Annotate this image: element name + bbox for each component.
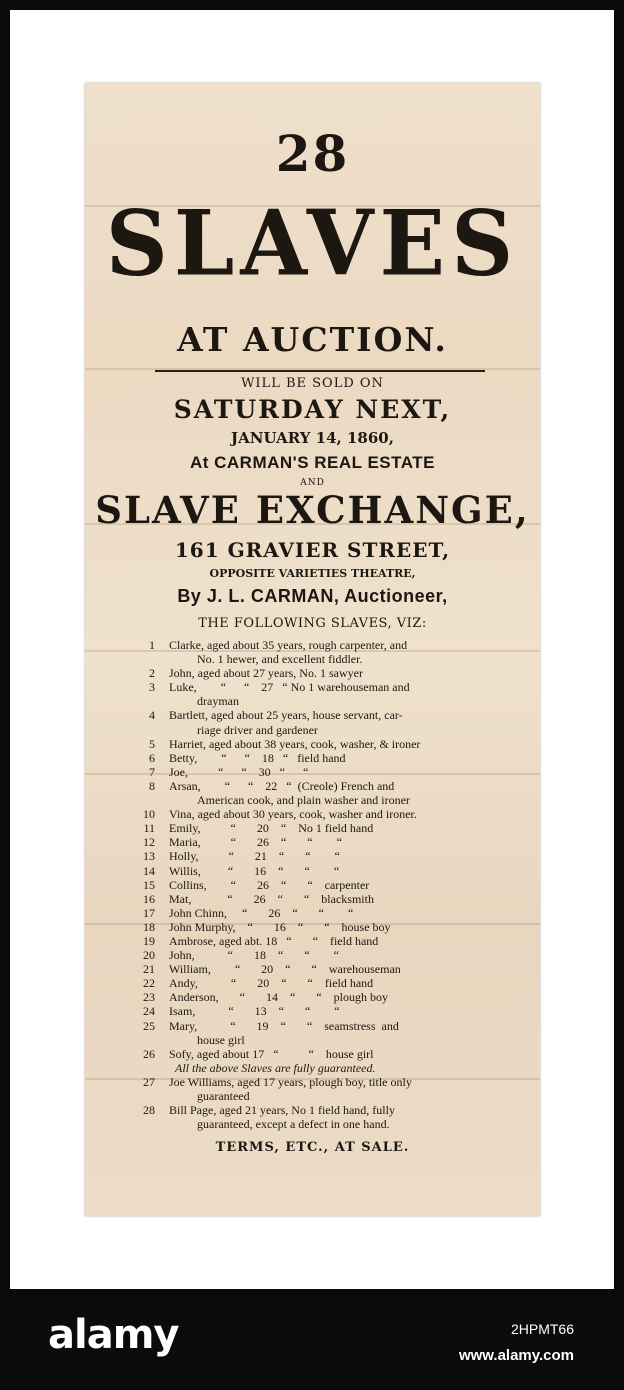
list-item-continuation: riage driver and gardener — [197, 722, 318, 737]
poster-number: 28 — [275, 124, 350, 183]
poster-subheadline: AT AUCTION. — [177, 320, 448, 359]
list-item — [127, 934, 487, 948]
list-item-number: 2 — [149, 666, 155, 681]
list-item-text — [169, 751, 487, 765]
list-item-line: Joe Williams, aged 17 years, plough boy, title only — [169, 1074, 412, 1089]
list-item-text — [169, 906, 487, 920]
list-item — [127, 849, 487, 863]
watermark-url: www.alamy.com — [458, 1347, 574, 1364]
list-item — [127, 1103, 487, 1131]
list-item — [127, 1075, 487, 1103]
list-item-text — [169, 638, 487, 666]
list-item-line: Betty, “ “ 18 “ field hand — [169, 750, 346, 765]
list-item — [127, 878, 487, 892]
list-item-line: Ambrose, aged abt. 18 “ “ field hand — [169, 933, 379, 948]
guarantee-note: All the above Slaves are fully guaranteed. — [175, 1060, 376, 1075]
list-item-line: John Chinn, “ 26 “ “ “ — [169, 905, 354, 920]
list-item-text — [169, 737, 487, 751]
list-item — [127, 835, 487, 849]
list-item — [127, 1004, 487, 1018]
list-item-text — [169, 892, 487, 906]
list-item-line: Andy, “ 20 “ “ field hand — [169, 976, 374, 991]
list-item-line: Willis, “ 16 “ “ “ — [169, 863, 340, 878]
list-item — [127, 892, 487, 906]
list-item-text — [169, 1075, 487, 1103]
list-item-line: Mat, “ 26 “ “ blacksmith — [169, 891, 374, 906]
list-item-number: 28 — [143, 1103, 155, 1118]
list-item-line: Vina, aged about 30 years, cook, washer and ironer. — [169, 807, 417, 822]
list-item-text — [169, 680, 487, 708]
list-item-number: 12 — [143, 835, 155, 850]
list-item-continuation: guaranteed, except a defect in one hand. — [197, 1117, 390, 1132]
list-item-number: 20 — [143, 948, 155, 963]
list-item-number: 22 — [143, 976, 155, 991]
list-item-line: Joe, “ “ 30 “ “ — [169, 764, 309, 779]
list-item-text — [169, 765, 487, 779]
list-item — [127, 666, 487, 680]
list-item-line: Collins, “ 26 “ “ carpenter — [169, 877, 370, 892]
list-item — [127, 976, 487, 990]
slave-list — [127, 638, 487, 1131]
sale-date: JANUARY 14, 1860, — [231, 429, 394, 447]
list-item-number: 5 — [149, 736, 155, 751]
list-item-text — [169, 864, 487, 878]
list-item — [127, 807, 487, 821]
list-item-line: Clarke, aged about 35 years, rough carpenter, and — [169, 638, 408, 652]
list-item-continuation: house girl — [197, 1032, 245, 1047]
list-item — [127, 779, 487, 807]
list-item-line: Emily, “ 20 “ No 1 field hand — [169, 821, 374, 836]
divider — [155, 370, 485, 372]
list-item-number: 14 — [143, 863, 155, 878]
auction-poster — [85, 83, 540, 1216]
list-item — [127, 680, 487, 708]
list-heading: THE FOLLOWING SLAVES, VIZ: — [198, 616, 427, 631]
list-item-number: 21 — [143, 962, 155, 977]
list-item-number: 26 — [143, 1046, 155, 1061]
list-item-line: Arsan, “ “ 22 “ (Creole) French and — [169, 778, 395, 793]
list-item-number: 18 — [143, 919, 155, 934]
auctioneer: By J. L. CARMAN, Auctioneer, — [177, 586, 448, 606]
list-item-number: 15 — [143, 877, 155, 892]
list-item-line: Harriet, aged about 38 years, cook, washer, & ironer — [169, 736, 421, 751]
list-item-line: Bartlett, aged about 25 years, house servant, car- — [169, 708, 403, 723]
list-item — [127, 708, 487, 736]
list-item-number: 8 — [149, 778, 155, 793]
list-item-text — [169, 934, 487, 948]
list-item-text — [169, 962, 487, 976]
list-item-line: Holly, “ 21 “ “ “ — [169, 849, 340, 864]
watermark-image-id: 2HPMT66 — [510, 1321, 574, 1337]
list-item-number: 3 — [149, 680, 155, 695]
list-item-text — [169, 990, 487, 1004]
list-item — [127, 821, 487, 835]
list-item-continuation: drayman — [197, 694, 239, 709]
list-item — [127, 1047, 487, 1061]
list-item-number: 6 — [149, 750, 155, 765]
list-item-line: Isam, “ 13 “ “ “ — [169, 1004, 340, 1019]
list-item-text — [169, 708, 487, 736]
list-item — [127, 751, 487, 765]
list-item — [127, 638, 487, 666]
list-item-text — [169, 1004, 487, 1018]
list-item — [127, 765, 487, 779]
list-item — [127, 737, 487, 751]
list-item-text — [169, 920, 487, 934]
list-item-number: 19 — [143, 933, 155, 948]
list-item-line: Bill Page, aged 21 years, No 1 field hand, fully — [169, 1103, 395, 1118]
list-item-number: 11 — [143, 821, 155, 836]
list-item-text — [169, 779, 487, 807]
terms: TERMS, ETC., AT SALE. — [215, 1140, 410, 1155]
list-item-text — [169, 849, 487, 863]
sale-and: AND — [300, 478, 325, 488]
list-item — [127, 962, 487, 976]
list-item-text — [169, 1103, 487, 1131]
list-item — [127, 920, 487, 934]
list-item-line: John, aged about 27 years, No. 1 sawyer — [169, 666, 363, 681]
sale-day: SATURDAY NEXT, — [173, 395, 452, 424]
sale-address: 161 GRAVIER STREET, — [174, 538, 451, 562]
sale-exchange: SLAVE EXCHANGE, — [95, 488, 530, 532]
sale-venue: At CARMAN'S REAL ESTATE — [189, 453, 436, 472]
sale-landmark: OPPOSITE VARIETIES THEATRE, — [209, 567, 416, 580]
list-item-continuation: guaranteed — [197, 1089, 250, 1103]
list-item-line: Luke, “ “ 27 “ No 1 warehouseman and — [169, 680, 410, 695]
poster-headline: SLAVES — [105, 190, 520, 297]
list-item-line: William, “ 20 “ “ warehouseman — [169, 962, 401, 977]
list-item-text — [169, 835, 487, 849]
list-item-text — [169, 807, 487, 821]
list-item-number: 17 — [143, 905, 155, 920]
list-item-text — [169, 1019, 487, 1047]
list-item-text — [169, 821, 487, 835]
list-item-text — [169, 948, 487, 962]
list-item-line: John Murphy, “ 16 “ “ house boy — [169, 919, 391, 934]
list-item-text — [169, 878, 487, 892]
list-item — [127, 906, 487, 920]
list-item-number: 16 — [143, 891, 155, 906]
list-item-continuation: No. 1 hewer, and excellent fiddler. — [197, 652, 363, 667]
list-item-line: Maria, “ 26 “ “ “ — [169, 835, 342, 850]
list-item-continuation: American cook, and plain washer and ironer — [197, 793, 410, 808]
list-item-number: 10 — [143, 807, 155, 822]
list-item — [127, 1019, 487, 1047]
list-item-text — [169, 1047, 487, 1061]
list-item-number: 4 — [149, 708, 155, 723]
list-item — [127, 948, 487, 962]
list-item-number: 13 — [143, 849, 155, 864]
list-item-line: Sofy, aged about 17 “ “ house girl — [169, 1046, 374, 1061]
list-item-text — [169, 976, 487, 990]
list-item-line: John, “ 18 “ “ “ — [169, 948, 339, 963]
list-item — [127, 990, 487, 1004]
list-item-number: 24 — [143, 1004, 155, 1019]
list-item-number: 25 — [143, 1018, 155, 1033]
list-item-number: 27 — [143, 1074, 155, 1089]
list-item-number: 7 — [149, 764, 155, 779]
list-item — [127, 864, 487, 878]
sale-intro: WILL BE SOLD ON — [241, 376, 384, 391]
list-item-line: Mary, “ 19 “ “ seamstress and — [169, 1018, 399, 1033]
list-item-text — [169, 666, 487, 680]
list-item-number: 23 — [143, 990, 155, 1005]
list-item-line: Anderson, “ 14 “ “ plough boy — [169, 990, 388, 1005]
watermark-logo: alamy — [48, 1312, 179, 1358]
list-item-number: 1 — [149, 638, 155, 652]
